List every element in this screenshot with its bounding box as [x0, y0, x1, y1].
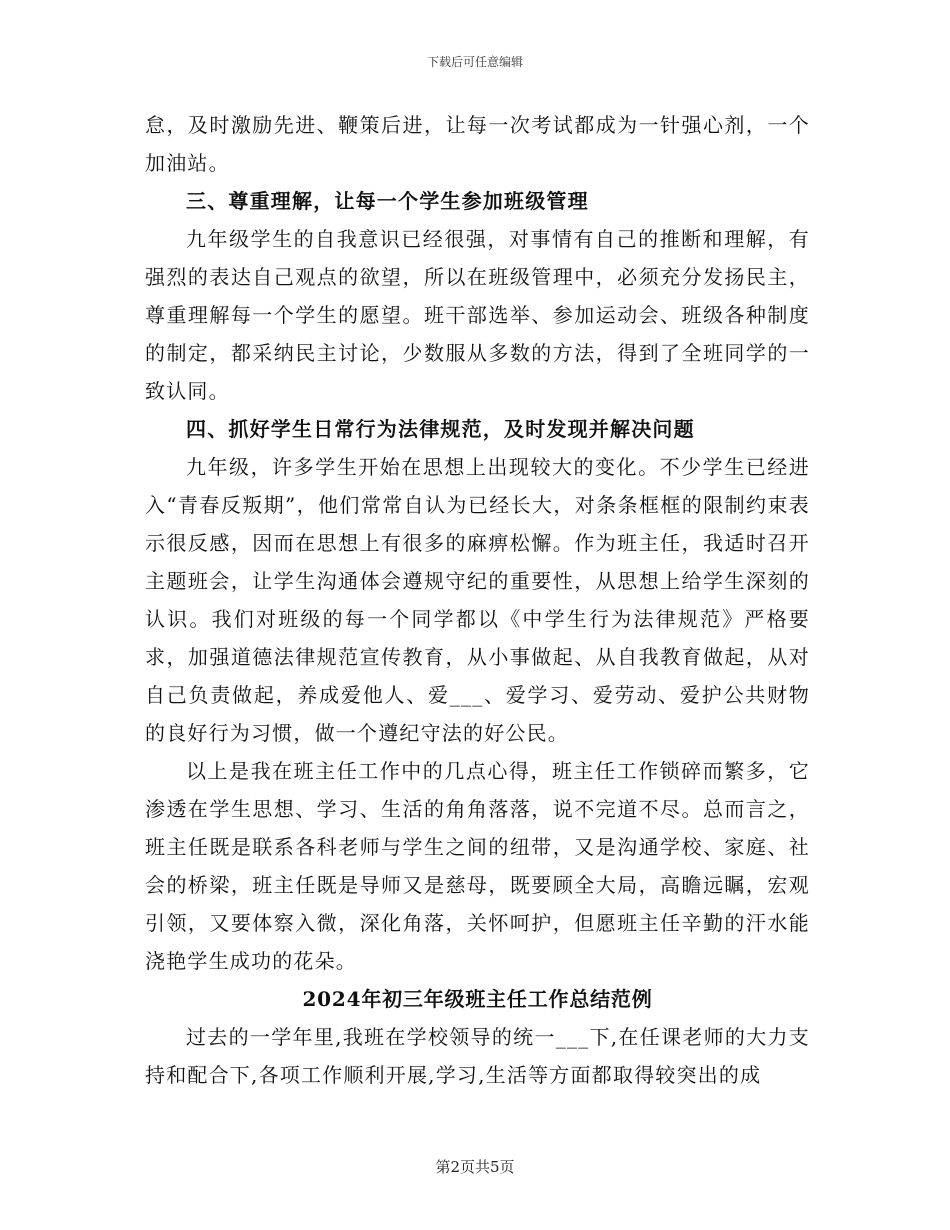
paragraph-intro: 过去的一学年里,我班在学校领导的统一___下,在任课老师的大力支持和配合下,各项工作顺利开展,学习,生活等方面都取得较突出的成 [145, 1025, 810, 1087]
document-title: 2024年初三年级班主任工作总结范例 [302, 987, 653, 1011]
header-note: 下载后可任意编辑 [426, 55, 523, 69]
paragraph-conclusion: 以上是我在班主任工作中的几点心得，班主任工作锁碎而繁多，它渗透在学生思想、学习、生活的角角落落，说不完道不尽。总而言之，班主任既是联系各科老师与学生之间的纽带，又是沟通学校、家庭、社会的桥梁，班主任既是导师又是慈母，既要顾全大局，高瞻远瞩，宏观引领，又要体察入微，深化角落，关怀呵护，但愿班主任辛勤的汗水能浇艳学生成功的花朵。 [145, 759, 810, 973]
paragraph-section-3: 九年级学生的自我意识已经很强，对事情有自己的推断和理解，有强烈的表达自己观点的欲望，所以在班级管理中，必须充分发扬民主，尊重理解每一个学生的愿望。班干部选举、参加运动会、班级各种制度的制定，都采纳民主讨论，少数服从多数的方法，得到了全班同学的一致认同。 [145, 227, 810, 403]
section-heading-3: 三、尊重理解，让每一个学生参加班级管理 [186, 189, 589, 213]
page-footer: 第2页共5页 [435, 1158, 515, 1176]
paragraph-section-4: 九年级，许多学生开始在思想上出现较大的变化。不少学生已经进入“青春反叛期”，他们常常自认为已经长大，对条条框框的限制约束表示很反感，因而在思想上有很多的麻痹松懈。作为班主任，我适时召开主题班会，让学生沟通体会遵规守纪的重要性，从思想上给学生深刻的认识。我们对班级的每一个同学都以《中学生行为法律规范》严格要求，加强道德法律规范宣传教育，从小事做起、从自我教育做起，从对自己负责做起，养成爱他人、爱___、爱学习、爱劳动、爱护公共财物的良好行为习惯，做一个遵纪守法的好公民。 [145, 455, 810, 745]
document-body [145, 106, 810, 1094]
paragraph-continued: 怠，及时激励先进、鞭策后进，让每一次考试都成为一针强心剂，一个加油站。 [145, 113, 810, 175]
section-heading-4: 四、抓好学生日常行为法律规范，及时发现并解决问题 [186, 417, 695, 441]
